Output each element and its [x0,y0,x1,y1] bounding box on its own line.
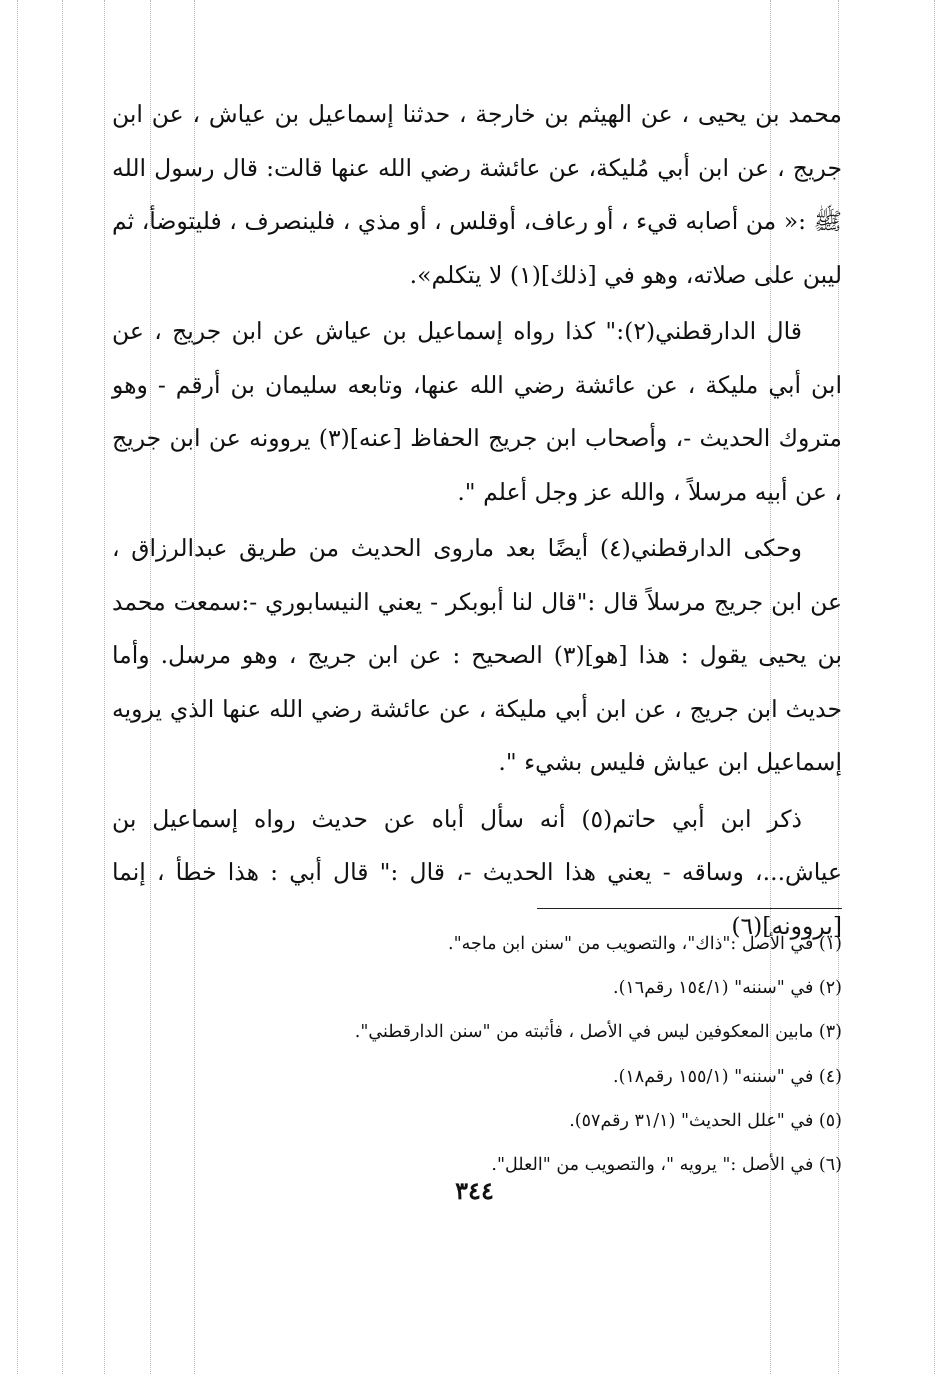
page-number: ٣٤٤ [455,1176,494,1205]
footnote: (٦) في الأصل :" يرويه "، والتصويب من "العلل". [491,1155,842,1176]
paragraph: قال الدارقطني(٢):" كذا رواه إسماعيل بن عياش عن ابن جريج ، عن ابن أبي مليكة ، عن عائشة رضي الله عنها، وتابعه سليمان بن أرقم - وهو متروك الحديث -، وأصحاب ابن جريج الحفاظ [عنه](٣) يروونه عن ابن جريج ، عن أبيه مرسلاً ، والله عز وجل أعلم ". [112,317,842,506]
footnote: (٥) في "علل الحديث" (٣١/١ رقم٥٧). [569,1110,842,1131]
dotted-guide-line [62,0,63,1374]
dotted-guide-line [104,0,105,1374]
footnote: (٤) في "سننه" (١٥٥/١ رقم١٨). [613,1066,842,1087]
footnote: (١) في الأصل :"ذاك"، والتصويب من "سنن ابن ماجه". [448,934,842,954]
footnote: (٢) في "سننه" (١٥٤/١ رقم١٦). [613,978,842,999]
dotted-guide-line [934,0,935,1374]
dotted-guide-line [17,0,18,1374]
main-text [112,88,842,953]
paragraph: ذكر ابن أبي حاتم(٥) أنه سأل أباه عن حديث رواه إسماعيل بن عياش...، وساقه - يعني هذا الحديث -، قال :" قال أبي : هذا خطأ ، إنما [يروونه](٦) [112,804,842,940]
footnote: (٣) مابين المعكوفين ليس في الأصل ، فأثبته من "سنن الدارقطني". [354,1022,842,1043]
book-page [112,88,842,1176]
paragraph: محمد بن يحيى ، عن الهيثم بن خارجة ، حدثنا إسماعيل بن عياش ، عن ابن جريج ، عن ابن أبي مُليكة، عن عائشة رضي الله عنها قالت: قال رسول الله ﷺ :« من أصابه قيء ، أو رعاف، أوقلس ، أو مذي ، فلينصرف ، فليتوضأ، ثم ليبن على صلاته، وهو في [ذلك](١) لا يتكلم». [112,100,842,289]
paragraph: وحكى الدارقطني(٤) أيضًا بعد ماروى الحديث من طريق عبدالرزاق ، عن ابن جريج مرسلاً قال :"قال لنا أبوبكر - يعني النيسابوري -:سمعت محمد بن يحيى يقول : هذا [هو](٣) الصحيح : عن ابن جريج ، وهو مرسل. وأما حديث ابن جريج ، عن ابن أبي مليكة ، عن عائشة رضي الله عنها الذي يرويه إسماعيل ابن عياش فليس بشيء ". [112,534,842,776]
footnotes [112,922,842,1187]
footnote-separator [537,908,842,909]
